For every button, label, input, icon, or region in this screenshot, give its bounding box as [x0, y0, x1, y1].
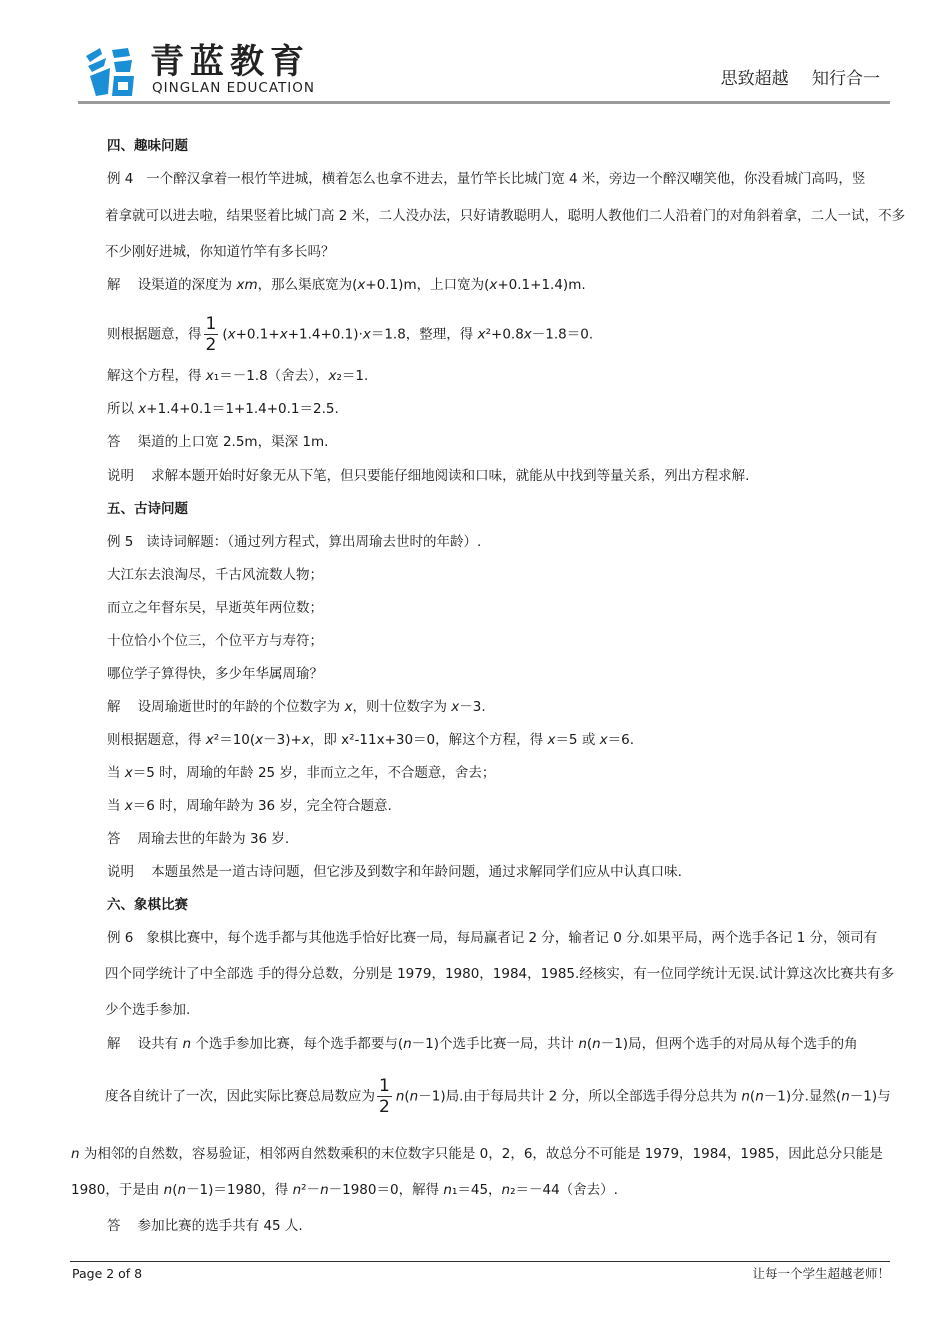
solution-line: 则根据题意，得 $\frac{1}{2}$ (x+0.1+x+1.4+0.1)·x＝1.8，整理，得 x²+0.8x－1.8＝0.	[107, 314, 594, 355]
solution-line: 度各自统计了一次，因此实际比赛总局数应为 $\frac{1}{2}$ n(n－1)局.由于每局共计 2 分，所以全部选手得分总共为 n(n－1)分.显然(n－1)与	[105, 1076, 891, 1117]
example-paragraph: 例 5 读诗词解题：（通过列方程式，算出周瑜去世时的年龄）.	[107, 534, 482, 550]
solution-line: 所以 x+1.4+0.1＝1+1.4+0.1＝2.5.	[107, 401, 339, 417]
example-paragraph: 例 6 象棋比赛中，每个选手都与其他选手恰好比赛一局，每局赢者记 2 分，输者记 0 分.如果平局，两个选手各记 1 分，领司有	[107, 930, 878, 946]
poem-line: 大江东去浪淘尽，千古风流数人物；	[107, 567, 323, 583]
header-slogan: 思致超越 知行合一	[720, 69, 880, 89]
text-line: 着拿就可以进去啦，结果竖着比城门高 2 米，二人没办法，只好请教聪明人，聪明人教他们二人沿着门的对角斜着拿，二人一试，不多	[105, 208, 906, 224]
note-label: 说明	[107, 468, 134, 484]
solution-line: 解 设共有 n 个选手参加比赛，每个选手都要与(n－1)个选手比赛一局，共计 n(n－1)局，但两个选手的对局从每个选手的角	[107, 1036, 858, 1052]
text-line: 四个同学统计了中全部选 手的得分总数，分别是 1979，1980，1984，1985.经核实，有一位同学统计无误.试计算这次比赛共有多	[105, 966, 895, 982]
brand-name-en: QINGLAN EDUCATION	[152, 80, 315, 96]
footer-divider	[70, 1261, 890, 1262]
poem-line: 十位恰小个位三，个位平方与寿符；	[107, 633, 323, 649]
fraction: $\frac{1}{2}$	[205, 314, 217, 355]
solution-line: 解 设渠道的深度为 xm，那么渠底宽为(x+0.1)m，上口宽为(x+0.1+1.4)m.	[107, 277, 586, 293]
poem-line: 哪位学子算得快，多少年华属周瑜？	[107, 666, 323, 682]
section-title: 五、古诗问题	[107, 501, 188, 517]
answer-line: 答 参加比赛的选手共有 45 人.	[107, 1218, 303, 1234]
solution-label: 解	[107, 1036, 121, 1052]
example-paragraph: 例 4 一个醉汉拿着一根竹竿进城，横着怎么也拿不进去，量竹竿长比城门宽 4 米，旁边一个醉汉嘲笑他，你没看城门高吗，竖	[107, 171, 866, 187]
page-number: Page 2 of 8	[72, 1266, 143, 1281]
example-label: 例 6	[107, 930, 134, 946]
example-label: 例 5	[107, 534, 134, 550]
solution-line: 解 设周瑜逝世时的年龄的个位数字为 x，则十位数字为 x－3.	[107, 699, 486, 715]
section-title: 四、趣味问题	[107, 138, 188, 154]
solution-line: n 为相邻的自然数，容易验证，相邻两自然数乘积的末位数字只能是 0，2，6，故总分不可能是 1979，1984，1985，因此总分只能是	[71, 1146, 883, 1162]
text-line: 不少刚好进城，你知道竹竿有多长吗？	[105, 244, 335, 260]
solution-line: 则根据题意，得 x²＝10(x－3)+x，即 x²-11x+30＝0，解这个方程，得 x＝5 或 x＝6.	[107, 732, 634, 748]
brand-name-cn: 青蓝教育	[150, 42, 310, 82]
solution-label: 解	[107, 277, 121, 293]
note-line: 说明 求解本题开始时好象无从下笔，但只要能仔细地阅读和口味，就能从中找到等量关系，列出方程求解.	[107, 468, 750, 484]
solution-label: 解	[107, 699, 121, 715]
page-header	[0, 0, 950, 110]
note-label: 说明	[107, 864, 134, 880]
example-label: 例 4	[107, 171, 134, 187]
qinglan-logo-icon	[80, 42, 136, 100]
answer-label: 答	[107, 434, 121, 450]
solution-line: 解这个方程，得 x₁＝－1.8（舍去），x₂＝1.	[107, 368, 369, 384]
note-line: 说明 本题虽然是一道古诗问题，但它涉及到数字和年龄问题，通过求解同学们应从中认真口味.	[107, 864, 682, 880]
header-divider	[78, 101, 890, 104]
fraction: $\frac{1}{2}$	[379, 1076, 390, 1117]
solution-line: 1980，于是由 n(n－1)＝1980，得 n²－n－1980＝0，解得 n₁＝45，n₂＝－44（舍去）.	[71, 1182, 618, 1198]
answer-line: 答 周瑜去世的年龄为 36 岁.	[107, 831, 290, 847]
solution-line: 当 x＝5 时，周瑜的年龄 25 岁，非而立之年，不合题意，舍去；	[107, 765, 496, 781]
answer-label: 答	[107, 1218, 121, 1234]
answer-label: 答	[107, 831, 121, 847]
text-line: 少个选手参加.	[105, 1002, 191, 1018]
poem-line: 而立之年督东吴，早逝英年两位数；	[107, 600, 323, 616]
solution-line: 当 x＝6 时，周瑜年龄为 36 岁，完全符合题意.	[107, 798, 392, 814]
answer-line: 答 渠道的上口宽 2.5m，渠深 1m.	[107, 434, 329, 450]
footer-motto: 让每一个学生超越老师！	[752, 1266, 890, 1281]
section-title: 六、象棋比赛	[107, 897, 188, 913]
